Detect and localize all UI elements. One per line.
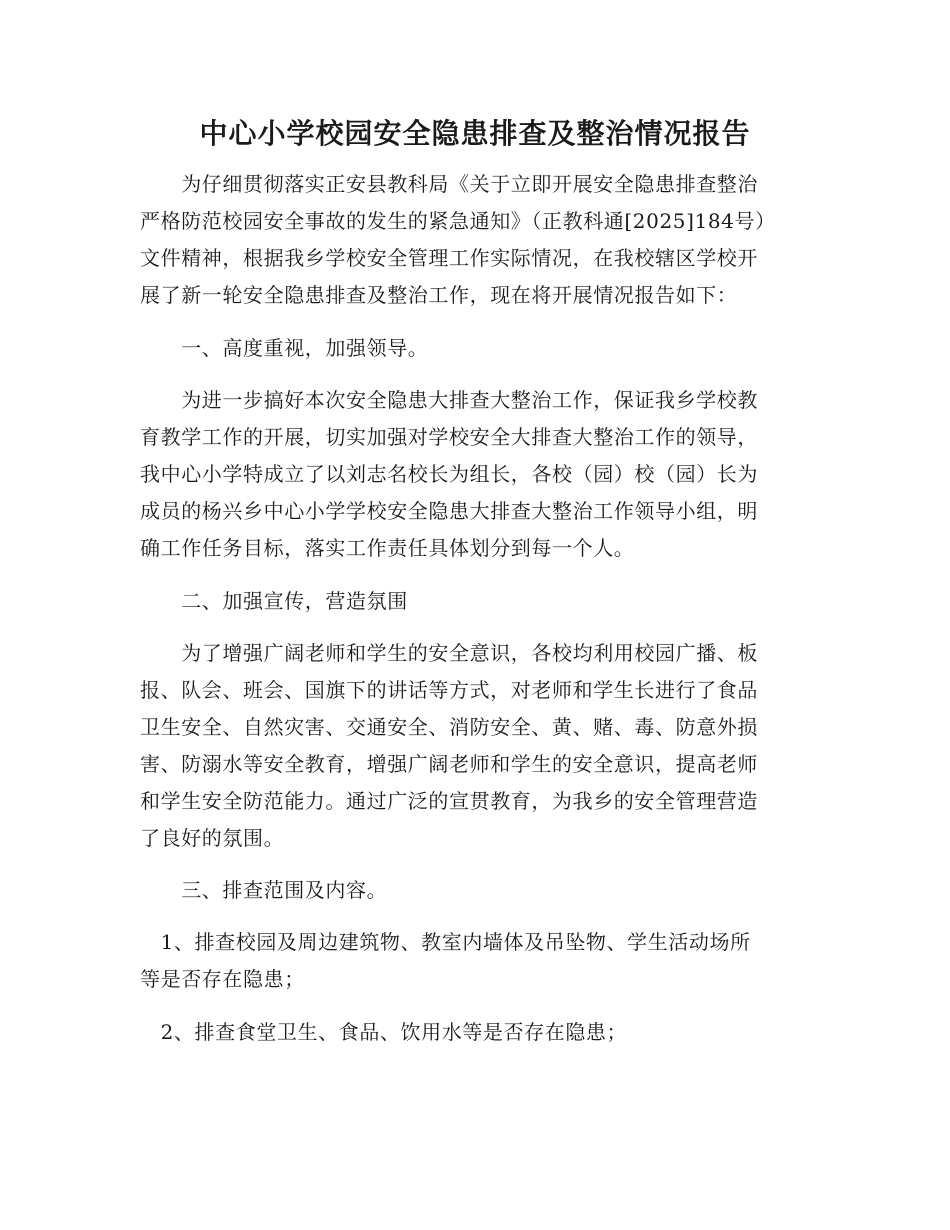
text-line: 一、高度重视，加强领导。 (140, 336, 429, 360)
text-line: 三、排查范围及内容。 (140, 878, 388, 902)
section-heading-2 (140, 583, 812, 620)
text-line: 了良好的氛围。 (140, 826, 285, 850)
text-line: 2、排查食堂卫生、食品、饮用水等是否存在隐患； (140, 1020, 628, 1044)
text-line: 严格防范校园安全事故的发生的紧急通知》（正教科通[2025]184号） (140, 209, 776, 233)
section-heading-1 (140, 330, 812, 367)
list-item-1 (140, 924, 812, 998)
section-heading-3 (140, 872, 812, 909)
section-1-paragraph (140, 382, 812, 567)
text-line: 文件精神，根据我乡学校安全管理工作实际情况，在我校辖区学校开 (140, 246, 758, 270)
text-line: 为进一步搞好本次安全隐患大排查大整治工作，保证我乡学校教 (140, 388, 758, 412)
text-line: 报、队会、班会、国旗下的讲话等方式，对老师和学生长进行了食品 (140, 678, 758, 702)
intro-paragraph (140, 166, 812, 314)
text-line: 为了增强广阔老师和学生的安全意识，各校均利用校园广播、板 (140, 641, 758, 665)
text-line: 害、防溺水等安全教育，增强广阔老师和学生的安全意识，提高老师 (140, 752, 758, 776)
text-line: 展了新一轮安全隐患排查及整治工作，现在将开展情况报告如下： (140, 283, 738, 307)
text-line: 确工作任务目标，落实工作责任具体划分到每一个人。 (140, 536, 635, 560)
text-line: 育教学工作的开展，切实加强对学校安全大排查大整治工作的领导， (140, 425, 758, 449)
text-line: 和学生安全防范能力。通过广泛的宣贯教育，为我乡的安全管理营造 (140, 789, 758, 813)
text-line: 1、排查校园及周边建筑物、教室内墙体及吊坠物、学生活动场所 (140, 930, 751, 954)
text-line: 我中心小学特成立了以刘志名校长为组长，各校（园）校（园）长为 (140, 462, 758, 486)
list-item-2 (140, 1014, 812, 1051)
document-title: 中心小学校园安全隐患排查及整治情况报告 (199, 117, 751, 150)
text-line: 成员的杨兴乡中心小学学校安全隐患大排查大整治工作领导小组，明 (140, 499, 758, 523)
text-line: 二、加强宣传，营造氛围 (140, 589, 408, 613)
text-line: 为仔细贯彻落实正安县教科局《关于立即开展安全隐患排查整治 (140, 172, 758, 196)
section-2-paragraph (140, 635, 812, 857)
text-line: 卫生安全、自然灾害、交通安全、消防安全、黄、赌、毒、防意外损 (140, 715, 758, 739)
text-line: 等是否存在隐患； (140, 967, 305, 991)
